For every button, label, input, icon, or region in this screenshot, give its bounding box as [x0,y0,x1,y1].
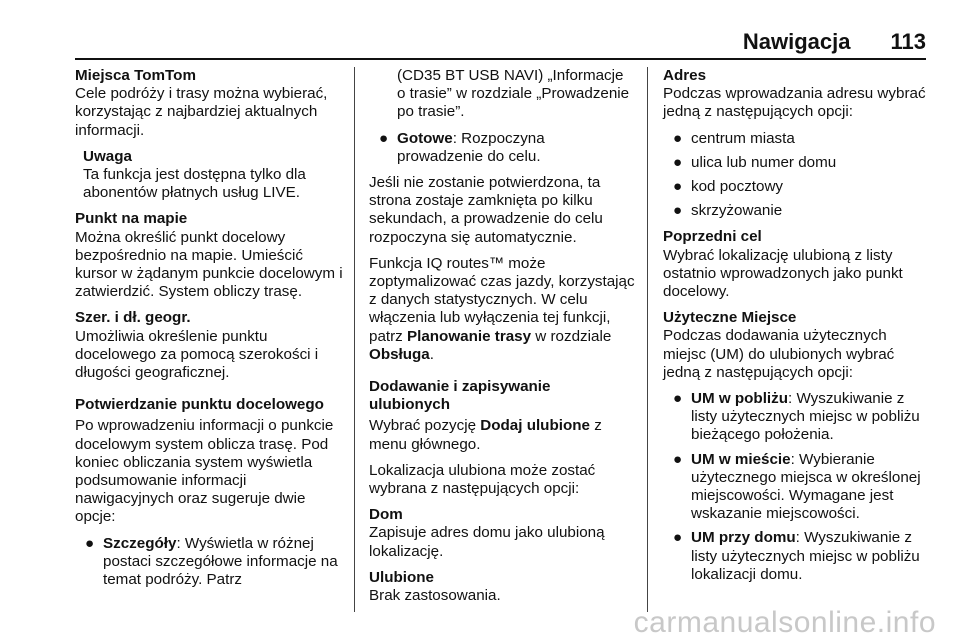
bullet-icon: ● [85,534,95,552]
bullet-icon: ● [673,153,683,171]
fav-text-part: z menu głównego. [369,417,602,453]
section-text-previous: Wybrać lokalizację ulubioną z listy ostatnio wprowadzonych jako punkt docelowy. [663,246,903,301]
option-text: : Wyszukiwanie z listy użytecznych miejsc w pobliżu lokalizacji domu. [691,529,920,583]
section-text-coordinates: Umożliwia określenie punktu docelowego za pomocą szerokości i długości geograficznej. [75,327,319,382]
column-3 [663,67,931,592]
list-item [663,451,931,524]
page-number: 113 [890,29,926,54]
list-item [663,178,931,196]
section-text-confirm: Po wprowadzeniu informacji o punkcie docelowym system oblicza trasę. Pod koniec obliczania system wyświetla podsumowanie informacji nawigacyjnych oraz sugeruje dwie opcje: [75,417,334,526]
option-label: Gotowe [397,129,453,147]
option-label: UM w mieście [691,450,791,468]
watermark: carmanualsonline.info [633,606,936,639]
list-item [75,535,343,590]
page-title: Nawigacja [742,29,851,54]
iq-text-part: . [429,345,434,363]
list-item-text: ulica lub numer domu [691,153,837,171]
list-item [369,130,635,166]
bullet-icon: ● [673,129,683,147]
section-heading-previous: Poprzedni cel [663,228,762,246]
option-label: UM w pobliżu [691,390,789,408]
note-box [83,148,343,203]
section-heading-poi: Użyteczne Miejsce [663,309,797,327]
section-text-address: Podczas wprowadzania adresu wybrać jedną z następujących opcji: [663,85,926,121]
list-item [663,390,931,445]
column-divider-1 [354,67,355,612]
column-2 [369,67,635,613]
section-text-favorites-sub: Brak zastosowania. [369,587,501,605]
list-item [663,154,931,172]
option-text: : Wyświetla w różnej postaci szczegółowe informacje na temat podróży. Patrz [103,534,338,589]
list-item [663,202,931,220]
confirm-options-list [75,535,343,590]
option-text: : Rozpoczyna prowadzenie do celu. [397,129,545,165]
list-item-text: centrum miasta [691,129,795,147]
section-heading-map-point: Punkt na mapie [75,210,188,228]
address-options-list [663,130,931,221]
section-text-tomtom: Cele podróży i trasy można wybierać, korzystając z najbardziej aktualnych informacji. [75,85,328,139]
option-text: : Wyszukiwanie z listy użytecznych miejsc w pobliżu bieżącego położenia. [691,390,920,444]
section-text-home: Zapisuje adres domu jako ulubioną lokalizację. [369,524,605,560]
iq-text-part: Funkcja IQ routes™ może zoptymalizować czas jazdy, korzystając z danych statystycznych. W celu włączenia lub wyłączenia tej funkcji, patrz [369,254,635,345]
fav-text-part: Wybrać pozycję [369,417,481,435]
bullet-icon: ● [673,450,683,468]
iq-text-part: w rozdziale [531,327,612,345]
bullet-icon: ● [379,129,389,147]
column-divider-2 [647,67,648,612]
section-heading-favorites: Dodawanie i zapisywanie ulubionych [369,378,551,414]
section-text-poi: Podczas dodawania użytecznych miejsc (UM) do ulubionych wybrać jedną z następujących opcji: [663,327,895,381]
iq-ref-route-planning: Planowanie trasy [406,327,532,345]
section-heading-tomtom: Miejsca TomTom [75,67,196,84]
bullet-icon: ● [673,178,683,196]
page-header [75,22,926,62]
continued-text: (CD35 BT USB NAVI) „Informacje o trasie” w rozdziale „Prowadzenie po trasie”. [397,67,630,121]
list-item-text: skrzyżowanie [691,202,783,220]
section-text-map-point: Można określić punkt docelowy bezpośrednio na mapie. Umieścić kursor w żądanym punkcie docelowym i zatwierdzić. System obliczy trasę. [75,228,343,301]
section-heading-address: Adres [663,67,707,84]
option-label: Szczegóły [103,534,177,552]
iq-ref-operation: Obsługa [369,345,430,363]
option-label: UM przy domu [691,529,796,547]
list-item [663,130,931,148]
option-text: : Wybieranie użytecznego miejsca w określonej miejscowości. Wymagane jest wskazanie miejscowości. [691,450,921,523]
note-heading: Uwaga [83,147,132,165]
list-item-text: kod pocztowy [691,178,784,196]
section-heading-home: Dom [369,506,403,524]
poi-options-list [663,390,931,584]
confirm-options-list-cont [369,130,635,166]
header-rule [75,58,926,60]
list-item [663,529,931,584]
section-heading-favorites-sub: Ulubione [369,568,434,586]
section-heading-confirm: Potwierdzanie punktu docelowego [75,396,324,414]
favorites-options-text: Lokalizacja ulubiona może zostać wybrana z następujących opcji: [369,461,596,498]
note-text: Ta funkcja jest dostępna tylko dla abonentów płatnych usług LIVE. [83,166,306,202]
bullet-icon: ● [673,202,683,220]
bullet-icon: ● [673,390,683,408]
bullet-icon: ● [673,529,683,547]
column-1 [75,67,343,597]
favorites-intro [369,417,635,453]
fav-ref-add-favorite: Dodaj ulubione [480,417,590,435]
section-heading-coordinates: Szer. i dł. geogr. [75,309,191,327]
auto-start-text: Jeśli nie zostanie potwierdzona, ta strona zostaje zamknięta po kilku sekundach, a prowadzenie do celu rozpoczyna się automatycznie. [369,174,603,246]
iq-routes-text [369,255,635,364]
